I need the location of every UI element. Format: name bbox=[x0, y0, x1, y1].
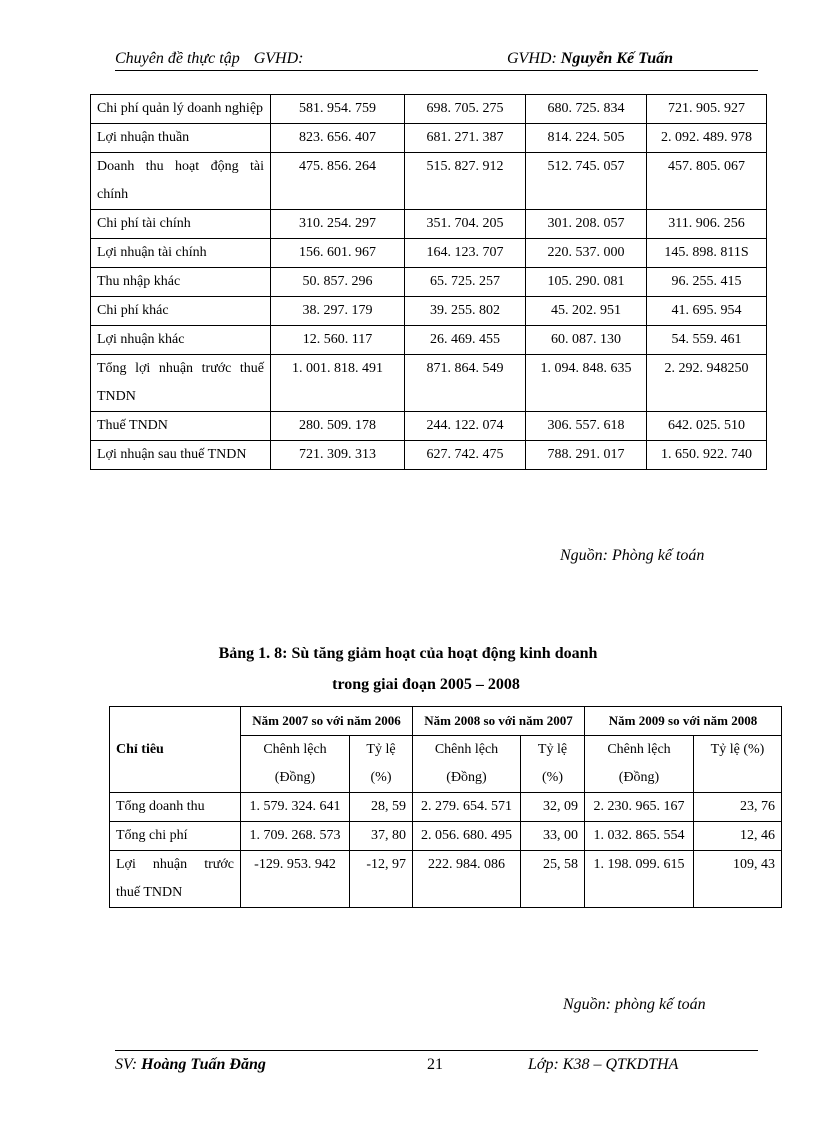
page-header bbox=[115, 50, 758, 71]
value-cell: 814. 224. 505 bbox=[526, 124, 647, 153]
value-cell: 311. 906. 256 bbox=[647, 210, 767, 239]
footer-sv-prefix: SV: bbox=[115, 1056, 142, 1073]
row-label: Chi phí tài chính bbox=[91, 210, 271, 239]
pct-cell: 37, 80 bbox=[350, 822, 413, 851]
group-header-2007: Năm 2007 so với năm 2006 bbox=[241, 707, 413, 736]
header-left bbox=[115, 50, 303, 68]
header-gvhd-prefix: GVHD: bbox=[507, 50, 561, 67]
value-cell: 301. 208. 057 bbox=[526, 210, 647, 239]
page-number: 21 bbox=[427, 1056, 443, 1073]
diff-cell: 1. 709. 268. 573 bbox=[241, 822, 350, 851]
pct-cell: 23, 76 bbox=[694, 793, 782, 822]
sub-header-diff: Chênh lệch (Đồng) bbox=[585, 736, 694, 793]
row-label: Chi phí khác bbox=[91, 297, 271, 326]
value-cell: 41. 695. 954 bbox=[647, 297, 767, 326]
sub-header-pct: Tỷ lệ (%) bbox=[694, 736, 782, 793]
table-row bbox=[91, 210, 767, 239]
table-row bbox=[91, 297, 767, 326]
value-cell: 1. 001. 818. 491 bbox=[271, 355, 405, 412]
value-cell: 244. 122. 074 bbox=[405, 412, 526, 441]
table-row bbox=[91, 239, 767, 268]
value-cell: 457. 805. 067 bbox=[647, 153, 767, 210]
table2-title-line2: trong giai đoạn 2005 – 2008 bbox=[332, 676, 520, 693]
diff-cell: 2. 279. 654. 571 bbox=[413, 793, 521, 822]
diff-cell: 1. 032. 865. 554 bbox=[585, 822, 694, 851]
pct-cell: 12, 46 bbox=[694, 822, 782, 851]
page-footer bbox=[115, 1050, 758, 1075]
value-cell: 220. 537. 000 bbox=[526, 239, 647, 268]
table2-title-line1: Bảng 1. 8: Sù tăng giảm hoạt của hoạt động kinh doanh bbox=[218, 645, 598, 662]
value-cell: 2. 092. 489. 978 bbox=[647, 124, 767, 153]
diff-cell: -129. 953. 942 bbox=[241, 851, 350, 908]
chi-tieu-header: Chỉ tiêu bbox=[110, 707, 241, 793]
sub-header-diff: Chênh lệch (Đồng) bbox=[413, 736, 521, 793]
diff-cell: 1. 198. 099. 615 bbox=[585, 851, 694, 908]
value-cell: 164. 123. 707 bbox=[405, 239, 526, 268]
table-row bbox=[91, 124, 767, 153]
table-row bbox=[91, 153, 767, 210]
table-row bbox=[110, 793, 782, 822]
table-row bbox=[91, 412, 767, 441]
value-cell: 38. 297. 179 bbox=[271, 297, 405, 326]
table-row bbox=[91, 95, 767, 124]
row-label: Lợi nhuận sau thuế TNDN bbox=[91, 441, 271, 470]
table2-header-row-1 bbox=[110, 707, 782, 736]
table1-source: Nguồn: Phòng kế toán bbox=[560, 547, 705, 564]
row-label: Chi phí quản lý doanh nghiệp bbox=[91, 95, 271, 124]
value-cell: 698. 705. 275 bbox=[405, 95, 526, 124]
footer-student bbox=[115, 1056, 266, 1074]
row-label: Tổng doanh thu bbox=[110, 793, 241, 822]
header-gvhd-label: GVHD: bbox=[253, 50, 304, 67]
diff-cell: 2. 056. 680. 495 bbox=[413, 822, 521, 851]
value-cell: 54. 559. 461 bbox=[647, 326, 767, 355]
value-cell: 627. 742. 475 bbox=[405, 441, 526, 470]
table2-source: Nguồn: phòng kế toán bbox=[563, 996, 706, 1013]
value-cell: 280. 509. 178 bbox=[271, 412, 405, 441]
value-cell: 581. 954. 759 bbox=[271, 95, 405, 124]
header-supervisor-name: Nguyễn Kế Tuấn bbox=[560, 50, 674, 67]
header-right bbox=[507, 50, 673, 68]
value-cell: 475. 856. 264 bbox=[271, 153, 405, 210]
value-cell: 65. 725. 257 bbox=[405, 268, 526, 297]
value-cell: 145. 898. 811S bbox=[647, 239, 767, 268]
value-cell: 512. 745. 057 bbox=[526, 153, 647, 210]
table-row bbox=[91, 355, 767, 412]
financial-results-table bbox=[90, 94, 767, 470]
value-cell: 1. 094. 848. 635 bbox=[526, 355, 647, 412]
pct-cell: 33, 00 bbox=[521, 822, 585, 851]
value-cell: 351. 704. 205 bbox=[405, 210, 526, 239]
sub-header-diff: Chênh lệch (Đồng) bbox=[241, 736, 350, 793]
table-row bbox=[110, 851, 782, 908]
value-cell: 2. 292. 948250 bbox=[647, 355, 767, 412]
row-label: Lợi nhuận thuần bbox=[91, 124, 271, 153]
value-cell: 26. 469. 455 bbox=[405, 326, 526, 355]
value-cell: 642. 025. 510 bbox=[647, 412, 767, 441]
row-label: Doanh thu hoạt động tài chính bbox=[91, 153, 271, 210]
value-cell: 823. 656. 407 bbox=[271, 124, 405, 153]
diff-cell: 2. 230. 965. 167 bbox=[585, 793, 694, 822]
row-label: Tổng chi phí bbox=[110, 822, 241, 851]
group-header-2008: Năm 2008 so với năm 2007 bbox=[413, 707, 585, 736]
footer-class: Lớp: K38 – QTKDTHA bbox=[528, 1056, 679, 1073]
pct-cell: 25, 58 bbox=[521, 851, 585, 908]
table-row bbox=[110, 822, 782, 851]
sub-header-pct: Tỷ lệ (%) bbox=[350, 736, 413, 793]
value-cell: 12. 560. 117 bbox=[271, 326, 405, 355]
pct-cell: -12, 97 bbox=[350, 851, 413, 908]
pct-cell: 109, 43 bbox=[694, 851, 782, 908]
value-cell: 680. 725. 834 bbox=[526, 95, 647, 124]
value-cell: 60. 087. 130 bbox=[526, 326, 647, 355]
footer-student-name: Hoàng Tuấn Đăng bbox=[141, 1056, 266, 1073]
value-cell: 39. 255. 802 bbox=[405, 297, 526, 326]
value-cell: 45. 202. 951 bbox=[526, 297, 647, 326]
change-comparison-table bbox=[109, 706, 782, 908]
group-header-2009: Năm 2009 so với năm 2008 bbox=[585, 707, 782, 736]
value-cell: 96. 255. 415 bbox=[647, 268, 767, 297]
value-cell: 515. 827. 912 bbox=[405, 153, 526, 210]
value-cell: 105. 290. 081 bbox=[526, 268, 647, 297]
value-cell: 156. 601. 967 bbox=[271, 239, 405, 268]
row-label: Lợi nhuận tài chính bbox=[91, 239, 271, 268]
row-label: Thu nhập khác bbox=[91, 268, 271, 297]
row-label: Lợi nhuận trước thuế TNDN bbox=[110, 851, 241, 908]
value-cell: 681. 271. 387 bbox=[405, 124, 526, 153]
value-cell: 871. 864. 549 bbox=[405, 355, 526, 412]
value-cell: 310. 254. 297 bbox=[271, 210, 405, 239]
header-doc-title: Chuyên đề thực tập bbox=[115, 50, 240, 67]
value-cell: 306. 557. 618 bbox=[526, 412, 647, 441]
value-cell: 721. 905. 927 bbox=[647, 95, 767, 124]
table-row bbox=[91, 441, 767, 470]
value-cell: 1. 650. 922. 740 bbox=[647, 441, 767, 470]
value-cell: 721. 309. 313 bbox=[271, 441, 405, 470]
sub-header-pct: Tỷ lệ (%) bbox=[521, 736, 585, 793]
value-cell: 788. 291. 017 bbox=[526, 441, 647, 470]
table-row bbox=[91, 326, 767, 355]
diff-cell: 222. 984. 086 bbox=[413, 851, 521, 908]
pct-cell: 28, 59 bbox=[350, 793, 413, 822]
table-row bbox=[91, 268, 767, 297]
row-label: Lợi nhuận khác bbox=[91, 326, 271, 355]
diff-cell: 1. 579. 324. 641 bbox=[241, 793, 350, 822]
pct-cell: 32, 09 bbox=[521, 793, 585, 822]
value-cell: 50. 857. 296 bbox=[271, 268, 405, 297]
row-label: Thuế TNDN bbox=[91, 412, 271, 441]
row-label: Tổng lợi nhuận trước thuế TNDN bbox=[91, 355, 271, 412]
